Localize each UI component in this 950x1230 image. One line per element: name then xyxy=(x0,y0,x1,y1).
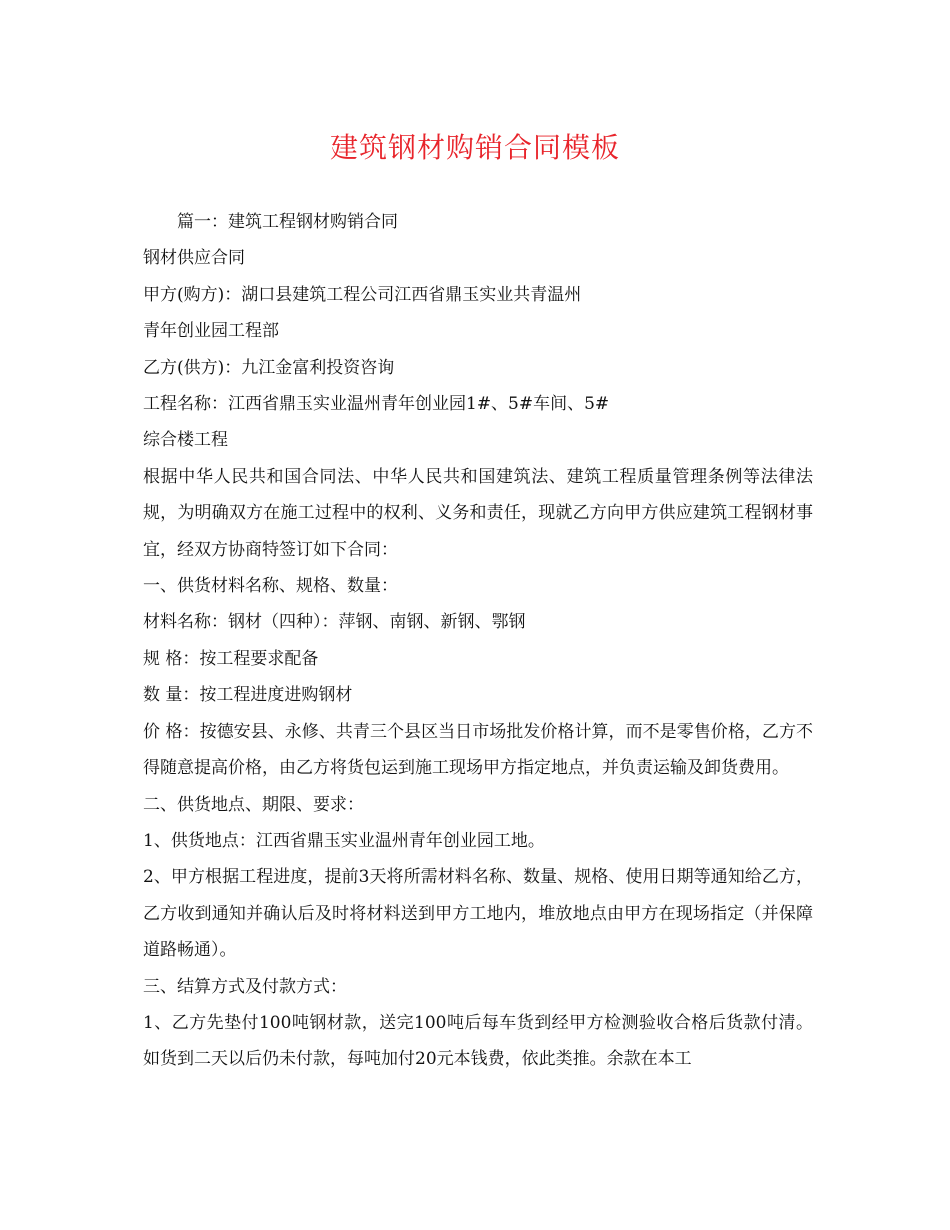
quantity-line: 数 量：按工程进度进购钢材 xyxy=(143,685,353,706)
price-paragraph: 价 格：按德安县、永修、共青三个县区当日市场批发价格计算，而不是零售价格，乙方不得随意提高价格，由乙方将货包运到施工现场甲方指定地点，并负责运输及卸货费用。 xyxy=(143,721,813,779)
contract-name: 钢材供应合同 xyxy=(143,248,245,269)
delivery-location-line: 1、供货地点：江西省鼎玉实业温州青年创业园工地。 xyxy=(143,830,545,851)
delivery-notice-paragraph: 2、甲方根据工程进度，提前3天将所需材料名称、数量、规格、使用日期等通知给乙方，乙方收到通知并确认后及时将材料送到甲方工地内，堆放地点由甲方在现场指定（并保障道路畅通）。 xyxy=(143,867,813,961)
project-name-line-continued: 综合楼工程 xyxy=(143,430,228,451)
section-heading-payment: 三、结算方式及付款方式： xyxy=(143,976,347,997)
party-a-line: 甲方(购方)：湖口县建筑工程公司江西省鼎玉实业共青温州 xyxy=(143,284,582,305)
document-body xyxy=(143,204,813,1078)
specification-line: 规 格：按工程要求配备 xyxy=(143,648,319,669)
material-name-line: 材料名称：钢材（四种）：萍钢、南钢、新钢、鄂钢 xyxy=(143,612,526,633)
document-title: 建筑钢材购销合同模板 xyxy=(329,131,620,164)
preamble-paragraph: 根据中华人民共和国合同法、中华人民共和国建筑法、建筑工程质量管理条例等法律法规，为明确双方在施工过程中的权利、义务和责任，现就乙方向甲方供应建筑工程钢材事宜，经双方协商特签订如下合同： xyxy=(143,466,813,560)
project-name-line: 工程名称：江西省鼎玉实业温州青年创业园1#、5#车间、5# xyxy=(143,394,610,415)
section-heading-part-one: 篇一：建筑工程钢材购销合同 xyxy=(177,212,398,232)
party-b-line: 乙方(供方)：九江金富利投资咨询 xyxy=(143,357,395,378)
section-heading-delivery: 二、供货地点、期限、要求： xyxy=(143,794,364,815)
section-heading-materials: 一、供货材料名称、规格、数量： xyxy=(143,576,398,597)
party-a-line-continued: 青年创业园工程部 xyxy=(143,321,279,342)
payment-paragraph: 1、乙方先垫付100吨钢材款，送完100吨后每车货到经甲方检测验收合格后货款付清。如货到二天以后仍未付款，每吨加付20元本钱费，依此类推。余款在本工 xyxy=(143,1012,813,1070)
